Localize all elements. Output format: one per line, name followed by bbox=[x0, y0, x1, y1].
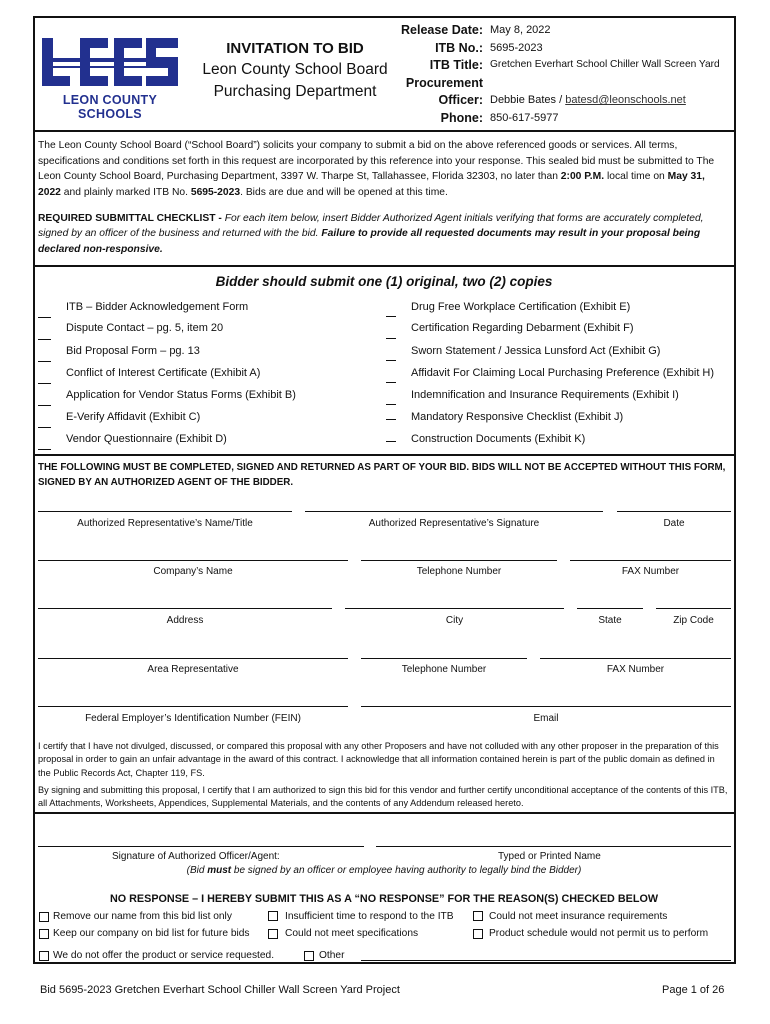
intro-text: local time on bbox=[604, 171, 668, 183]
initials-blank[interactable] bbox=[38, 449, 51, 450]
initials-blank[interactable] bbox=[386, 338, 396, 339]
checklist-warning: Failure to provide all requested documents may result in your proposal being declared non-responsive. bbox=[38, 228, 701, 255]
intro-text: and plainly marked ITB No. bbox=[60, 186, 191, 198]
no-response-checkbox[interactable] bbox=[268, 929, 278, 939]
checklist-item: Certification Regarding Debarment (Exhibit F) bbox=[411, 322, 634, 334]
officer-name: Debbie Bates / bbox=[490, 94, 566, 107]
checklist-instructions bbox=[38, 211, 730, 257]
rep-name-field[interactable] bbox=[38, 511, 292, 512]
fein-field[interactable] bbox=[38, 706, 348, 707]
address-label: Address bbox=[166, 615, 204, 626]
checklist-item: Indemnification and Insurance Requirements (Exhibit I) bbox=[411, 389, 679, 401]
officer-signature-label: Signature of Authorized Officer/Agent: bbox=[112, 851, 280, 862]
meta-itb-title bbox=[398, 58, 733, 76]
officer-email-link[interactable]: batesd@leonschools.net bbox=[565, 94, 686, 107]
fein-label: Federal Employer’s Identification Number (FEIN) bbox=[85, 713, 301, 724]
address-field[interactable] bbox=[38, 608, 332, 609]
meta-officer bbox=[398, 93, 733, 111]
initials-blank[interactable] bbox=[386, 404, 396, 405]
checklist-item: Drug Free Workplace Certification (Exhibit E) bbox=[411, 301, 631, 313]
rep-signature-label: Authorized Representative’s Signature bbox=[368, 518, 540, 529]
initials-blank[interactable] bbox=[386, 360, 396, 361]
state-label: State bbox=[598, 615, 622, 626]
checklist-text: For each item below, insert Bidder Authorized Agent initials verifying that forms are accurately completed, signed by an officer of the business and returned with the bid. bbox=[38, 213, 704, 240]
area-rep-label: Area Representative bbox=[147, 664, 239, 675]
note-text: (Bid bbox=[186, 865, 208, 876]
meta-label: Officer: bbox=[438, 93, 483, 108]
fax2-field[interactable] bbox=[540, 658, 731, 659]
intro-text: The Leon County School Board (“School Board”) solicits your company to submit a bid on the above referenced goods or services. All terms, specifications and conditions set forth in this request are incorporated by this reference into your response. This sealed bid must be submitted to The Leon County School Board, Purchasing Department, 3397 W. Tharpe St, Tallahassee, Florida 32303, no later than bbox=[38, 140, 715, 183]
form-warning: THE FOLLOWING MUST BE COMPLETED, SIGNED AND RETURNED AS PART OF YOUR BID. BIDS WILL NOT BE ACCEPTED WITHOUT THIS FORM, SIGNED BY AN AUTHORIZED AGENT OF THE BIDDER. bbox=[38, 462, 726, 488]
no-response-option: Keep our company on bid list for future bids bbox=[53, 928, 250, 939]
no-response-checkbox[interactable] bbox=[39, 929, 49, 939]
dept-name: Purchasing Department bbox=[213, 83, 377, 100]
rep-signature-field[interactable] bbox=[305, 511, 603, 512]
org-name: Leon County School Board bbox=[202, 61, 388, 78]
meta-itb-no bbox=[398, 41, 733, 59]
meta-procurement bbox=[398, 76, 733, 94]
meta-label: Phone: bbox=[440, 110, 483, 125]
checklist-item: Dispute Contact – pg. 5, item 20 bbox=[66, 322, 224, 334]
no-response-option: We do not offer the product or service requested. bbox=[53, 950, 275, 961]
no-response-checkbox[interactable] bbox=[304, 951, 314, 961]
officer-divider bbox=[33, 812, 736, 814]
no-response-checkbox[interactable] bbox=[473, 911, 483, 921]
due-time: 2:00 P.M. bbox=[560, 171, 605, 183]
no-response-option: Product schedule would not permit us to perform bbox=[489, 928, 709, 939]
typed-name-field[interactable] bbox=[376, 846, 731, 847]
initials-blank[interactable] bbox=[386, 382, 396, 383]
city-label: City bbox=[445, 615, 464, 626]
initials-blank[interactable] bbox=[386, 441, 396, 442]
page-number: Page 1 of 26 bbox=[662, 984, 725, 996]
state-field[interactable] bbox=[577, 608, 643, 609]
due-date: May 31, 2022 bbox=[38, 171, 705, 198]
initials-blank[interactable] bbox=[38, 339, 51, 340]
meta-label: Procurement bbox=[405, 75, 483, 90]
intro-paragraph bbox=[38, 138, 730, 200]
date-label: Date bbox=[663, 518, 685, 529]
checklist-item: Bid Proposal Form – pg. 13 bbox=[66, 345, 200, 357]
no-response-option: Could not meet insurance requirements bbox=[489, 911, 668, 922]
checklist-item: Vendor Questionnaire (Exhibit D) bbox=[66, 433, 227, 445]
phone2-field[interactable] bbox=[361, 658, 527, 659]
company-label: Company’s Name bbox=[153, 566, 233, 577]
fax-label: FAX Number bbox=[621, 566, 680, 577]
city-field[interactable] bbox=[345, 608, 564, 609]
initials-blank[interactable] bbox=[38, 361, 51, 362]
fax-field[interactable] bbox=[570, 560, 731, 561]
note-text: be signed by an officer or employee having authority to legally bind the Bidder) bbox=[231, 865, 582, 876]
initials-blank[interactable] bbox=[38, 405, 51, 406]
initials-blank[interactable] bbox=[386, 316, 396, 317]
no-response-checkbox[interactable] bbox=[39, 912, 49, 922]
initials-blank[interactable] bbox=[38, 317, 51, 318]
checklist-item: Construction Documents (Exhibit K) bbox=[411, 433, 586, 445]
meta-label: Release Date: bbox=[401, 23, 483, 37]
checklist-item: Affidavit For Claiming Local Purchasing Preference (Exhibit H) bbox=[411, 367, 715, 379]
no-response-checkbox[interactable] bbox=[473, 929, 483, 939]
logo-text: LEON COUNTY SCHOOLS bbox=[62, 93, 158, 121]
email-label: Email bbox=[533, 713, 559, 724]
no-response-option: Other bbox=[319, 950, 345, 961]
itb-meta bbox=[398, 23, 733, 129]
company-field[interactable] bbox=[38, 560, 348, 561]
certification-p2: By signing and submitting this proposal, I certify that I am authorized to sign this bid for this vendor and further certify unconditional acceptance of the contents of this ITB, all Attachments, Worksheets, Appendices, Supplemental Materials, and the contents of any Addendum released hereto. bbox=[38, 784, 728, 809]
certification-text bbox=[38, 740, 730, 810]
doc-title: INVITATION TO BID bbox=[226, 40, 364, 57]
checklist-item: Mandatory Responsive Checklist (Exhibit J) bbox=[411, 411, 624, 423]
initials-blank[interactable] bbox=[38, 427, 51, 428]
meta-label: ITB Title: bbox=[429, 58, 483, 73]
itb-number: 5695-2023 bbox=[190, 186, 241, 198]
meta-value: 850-617-5977 bbox=[490, 111, 559, 124]
no-response-checkbox[interactable] bbox=[39, 951, 49, 961]
meta-value bbox=[490, 94, 686, 106]
typed-name-label: Typed or Printed Name bbox=[498, 851, 601, 862]
school-logo bbox=[40, 36, 180, 121]
note-must: must bbox=[207, 865, 232, 876]
title-block bbox=[195, 40, 395, 101]
phone-label: Telephone Number bbox=[416, 566, 502, 577]
fax2-label: FAX Number bbox=[606, 664, 665, 675]
area-rep-field[interactable] bbox=[38, 658, 348, 659]
header-divider bbox=[33, 130, 736, 132]
certification-p1: I certify that I have not divulged, discussed, or compared this proposal with any other Proposers and have not colluded with any other proposer in the preparation of this proposal in order to gain an unfair advantage in the award of this contract. I acknowledge that all information contained herein is part of the public domain as defined in the Public Records Act, Chapter 119, FS. bbox=[38, 741, 719, 778]
initials-blank[interactable] bbox=[386, 419, 396, 420]
zip-field[interactable] bbox=[656, 608, 731, 609]
meta-value: Gretchen Everhart School Chiller Wall Screen Yard bbox=[490, 59, 720, 71]
initials-blank[interactable] bbox=[38, 383, 51, 384]
officer-signature-field[interactable] bbox=[38, 846, 364, 847]
checklist-lead: REQUIRED SUBMITTAL CHECKLIST - bbox=[38, 213, 225, 224]
intro-text: . Bids are due and will be opened at this time. bbox=[240, 186, 448, 198]
zip-label: Zip Code bbox=[673, 615, 714, 626]
copies-heading: Bidder should submit one (1) original, two (2) copies bbox=[215, 274, 553, 289]
checklist-divider bbox=[33, 265, 736, 267]
meta-phone bbox=[398, 111, 733, 129]
other-reason-field[interactable] bbox=[361, 960, 731, 961]
phone2-label: Telephone Number bbox=[401, 664, 487, 675]
date-field[interactable] bbox=[617, 511, 731, 512]
officer-note bbox=[38, 865, 730, 876]
footer-project: Bid 5695-2023 Gretchen Everhart School Chiller Wall Screen Yard Project bbox=[40, 984, 400, 996]
phone-field[interactable] bbox=[361, 560, 557, 561]
checklist-item: Application for Vendor Status Forms (Exhibit B) bbox=[66, 389, 296, 401]
no-response-option: Insufficient time to respond to the ITB bbox=[285, 911, 454, 922]
rep-name-label: Authorized Representative’s Name/Title bbox=[77, 518, 253, 529]
checklist-item: Sworn Statement / Jessica Lunsford Act (Exhibit G) bbox=[411, 345, 661, 357]
checklist-item: E-Verify Affidavit (Exhibit C) bbox=[66, 411, 201, 423]
meta-label: ITB No.: bbox=[435, 40, 483, 55]
checklist-item: Conflict of Interest Certificate (Exhibit A) bbox=[66, 367, 261, 379]
meta-value: 5695-2023 bbox=[490, 41, 543, 54]
fields-divider bbox=[33, 454, 736, 456]
meta-release-date bbox=[398, 23, 733, 41]
checklist-item: ITB – Bidder Acknowledgement Form bbox=[66, 301, 249, 313]
meta-value: May 8, 2022 bbox=[490, 24, 551, 36]
email-field[interactable] bbox=[361, 706, 731, 707]
no-response-option: Remove our name from this bid list only bbox=[53, 911, 232, 922]
no-response-checkbox[interactable] bbox=[268, 911, 278, 921]
no-response-heading: NO RESPONSE – I HEREBY SUBMIT THIS AS A “NO RESPONSE” FOR THE REASON(S) CHECKED BELOW bbox=[109, 893, 659, 905]
no-response-option: Could not meet specifications bbox=[285, 928, 419, 939]
